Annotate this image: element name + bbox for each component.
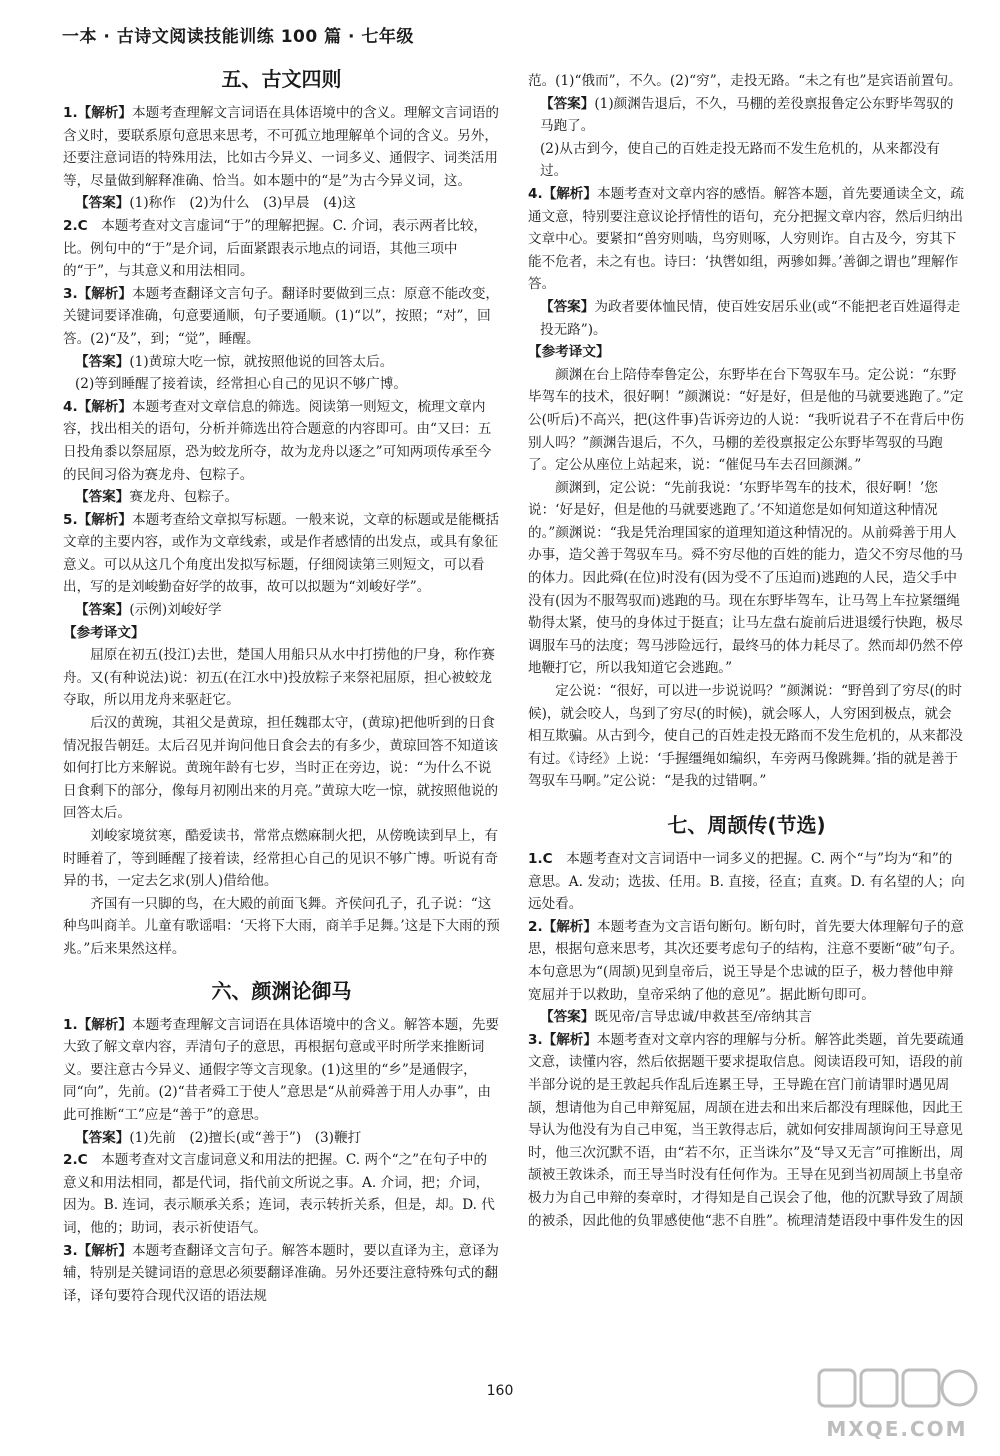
answer-4: 【答案】赛龙舟、包粽子。 [75,489,239,506]
question-3: 3.【解析】本题考查翻译文言句子。翻译时要做到三点：原意不能改变，关键词要译准确，句意要通顺，句子要通顺。(1)“以”，按照；“对”，回答。(2)“及”，到；“觉”，睡醒。 [63,285,500,347]
question-1: 1.C 本题考查对文言词语中一词多义的把握。C. 两个“与”均为“和”的意思。A. 发动；选拔、任用。B. 直接，径直；直爽。D. 有名望的人；向远处看。 [528,851,965,913]
answer-3: 【答案】(1)黄琼大吃一惊，就按照他说的回答太后。 [75,353,394,370]
section-title-7: 七、周颉传(节选) [667,813,826,837]
answer-1: 【答案】(1)先前 (2)擅长(或“善于”) (3)鞭打 [75,1129,362,1146]
answer-2: 【答案】既见帝/言导忠诚/申救甚至/帝纳其言 [540,1009,813,1026]
svg-text:MXQE.COM: MXQE.COM [826,1417,968,1441]
translation-para: 齐国有一只脚的鸟，在大殿的前面飞舞。齐侯问孔子，孔子说：“这种鸟叫商羊。儿童有歌谣唱：‘天将下大雨，商羊手足舞。’这是下大雨的预兆。”后来果然这样。 [63,895,500,957]
translation-para: 颜渊在台上陪侍奉鲁定公，东野毕在台下驾驭车马。定公说：“东野毕驾车的技术，很好啊！”颜渊说：“好是好，但是他的马就要逃跑了。”定公(听后)不高兴，把(这件事)告诉旁边的人说：“我听说君子不在背后中伤别人吗？”颜渊告退后，不久，马棚的差役禀报定公东野毕驾驭的马跑了。定公从座位上站起来，说：“催促马车去召回颜渊。” [528,366,964,474]
section-title-5: 五、古文四则 [221,67,342,91]
translation-para: 屈原在初五(投江)去世，楚国人用船只从水中打捞他的尸身，称作赛舟。又(有种说法)说：初五(在江水中)投放粽子来祭祀屈原，担心被蛟龙夺取，所以用龙舟来驱赶它。 [63,647,496,709]
translation-para: 后汉的黄琬，其祖父是黄琼，担任魏郡太守，(黄琼)把他听到的日食情况报告朝廷。太后召见并询问他日食会去的有多少，黄琼回答不知道该如何打比方来解说。黄琬年龄有七岁，当时正在旁边，说：“为什么不说日食剩下的部分，像每月初刚出来的月亮。”黄琼大吃一惊，就按照他说的回答太后。 [63,715,499,822]
answer-4: 【答案】为政者要体恤民情，使百姓安居乐业(或“不能把老百姓逼得走投无路”)。 [540,298,961,338]
continued-text: 范。(1)“俄而”，不久。(2)“穷”，走投无路。“未之有也”是宾语前置句。 [528,73,962,89]
question-4: 4.【解析】本题考查对文章内容的感悟。解答本题，首先要通读全文，疏通文意，特别要注意议论抒情性的语句，充分把握文章内容，然后归纳出文章中心。要紧扣“兽穷则啮，鸟穷则啄，人穷则诈。自古及今，穷其下能不危者，未之有也。诗曰：‘执辔如组，两骖如舞。’善御之谓也”理解作答。 [528,185,965,293]
translation-para: 颜渊到，定公说：“先前我说：‘东野毕驾车的技术，很好啊！’您说：‘好是好，但是他的马就要逃跑了。’不知道您是如何知道这种情况的。”颜渊说：“我是凭治理国家的道理知道这种情况的。从前舜善于用人办事，造父善于驾驭车马。舜不穷尽他的百姓的能力，造父不穷尽他的马的体力。因此舜(在位)时没有(因为受不了压迫而)逃跑的人民，造父手中没有(因为不服驾驭而)逃跑的马。现在东野毕驾车，让马驾上车拉紧缰绳勒得太紧，使马的身体过于挺直；让马左盘右旋前后进退缓行快跑，极尽调服车马的法度；驾马涉险远行，最终马的体力耗尽了。然而却仍然不停地鞭打它，所以我知道它会逃跑。” [528,479,963,677]
reference-translation-label: 【参考译文】 [528,344,610,361]
question-2: 2.C 本题考查对文言虚词“于”的理解把握。C. 介词，表示两者比较，比。例句中的“于”是介词，后面紧跟表示地点的词语，其他三项中的“于”，与其意义和用法相同。 [63,217,488,280]
answer-3b: (2)从古到今，使自己的百姓走投无路而不发生危机的，从来都没有过。 [540,140,940,180]
translation-para: 刘峻家境贫寒，酷爱读书，常常点燃麻制火把，从傍晚读到早上，有时睡着了，等到睡醒了接着读，经常担心自己的见识不够广博。听说有奇异的书，一定去乞求(别人)借给他。 [63,828,498,890]
translation-para: 定公说：“很好，可以进一步说说吗？”颜渊说：“野兽到了穷尽(的时候)，就会咬人，鸟到了穷尽(的时候)，就会啄人，人穷困到极点，就会相互欺骗。从古到今，使自己的百姓走投无路而不发生危机的，从来都没有过。《诗经》上说：‘手握缰绳如编织，车旁两马像跳舞。’指的就是善于驾驭车马啊。”定公说：“是我的过错啊。” [528,683,963,790]
answer-3: 【答案】(1)颜渊告退后，不久，马棚的差役禀报鲁定公东野毕驾驭的马跑了。 [540,95,954,135]
question-2: 2.【解析】本题考查为文言语句断句。断句时，首先要大体理解句子的意思，根据句意来思考，其次还要考虑句子的结构，注意不要断“破”句子。本句意思为“(周颉)见到皇帝后，说王导是个忠诚的臣子，极力替他申辩宽屈并于以救助，皇帝采纳了他的意见”。据此断句即可。 [528,918,965,1003]
answer-1: 【答案】(1)称作 (2)为什么 (3)早晨 (4)这 [75,195,356,212]
answer-3b: (2)等到睡醒了接着读，经常担心自己的见识不够广博。 [75,376,407,393]
question-3: 3.【解析】本题考查翻译文言句子。解答本题时，要以直译为主，意译为辅，特别是关键词语的意思必须要翻译准确。另外还要注意特殊句式的翻译，译句要符合现代汉语的语法规 [63,1242,500,1304]
section-title-6: 六、颜渊论御马 [211,978,352,1003]
running-header: 一本 · 古诗文阅读技能训练 100 篇 · 七年级 [62,27,414,47]
question-1: 1.【解析】本题考查理解文言词语在具体语境中的含义。理解文言词语的含义时，要联系原句意思来思考，不可孤立地理解单个词的含义。另外，还要注意词语的特殊用法，比如古今异义、一词多义、通假字、词类活用等，尽量做到解释准确、恰当。如本题中的“是”为古今异义词，这。 [63,105,500,189]
page-number: 160 [486,1383,514,1399]
right-column [528,70,965,1232]
question-4: 4.【解析】本题考查对文章信息的筛选。阅读第一则短文，梳理文章内容，找出相关的语句，分析并筛选出符合题意的内容即可。由“又曰：五日投角黍以祭屈原，恐为蛟龙所夺，故为龙舟以逐之”可知两项传承至今的民间习俗为赛龙舟、包粽子。 [63,398,492,483]
left-column [63,55,500,1307]
question-1: 1.【解析】本题考查理解文言词语在具体语境中的含义。解答本题，先要大致了解文章内容，弄清句子的意思，再根据句意或平时所学来推断词义。要注意古今异义、通假字等文言现象。(1)这里的“乡”是通假字，同“向”，先前。(2)“昔者舜工于使人”意思是“从前舜善于用人办事”，由此可推断“工”应是“善于”的意思。 [63,1016,500,1123]
answer-5: 【答案】(示例)刘峻好学 [75,602,222,619]
question-5: 5.【解析】本题考查给文章拟写标题。一般来说，文章的标题或是能概括文章的主要内容，或作为文章线索，或是作者感情的出发点，或具有象征意义。可以从这几个角度出发拟写标题，仔细阅读第三则短文，可以看出，写的是刘峻勤奋好学的故事，故可以拟题为“刘峻好学”。 [63,511,500,596]
reference-translation-label: 【参考译文】 [63,624,145,641]
question-2: 2.C 本题考查对文言虚词意义和用法的把握。C. 两个“之”在句子中的意义和用法相同，都是代词，指代前文所说之事。A. 介词，把；介词，因为。B. 连词，表示顺承关系；连词，表示转折关系，但是，却。D. 代词，他的；助词，表示祈使语气。 [63,1152,495,1236]
question-3: 3.【解析】本题考查对文章内容的理解与分析。解答此类题，首先要疏通文意，读懂内容，然后依据题干要求提取信息。阅读语段可知，语段的前半部分说的是王敦起兵作乱后连累王导，王导跪在宫门前请罪时遇见周颉，想请他为自己申辩冤屈，周颉在进去和出来后都没有理睬他，因此王导认为他没有为自己申冤，当王敦得志后，就如何安排周颉询问王导意见时，他三次沉默不语，由“若不尔，正当诛尔”及“导又无言”可推断出，周颉被王敦诛杀，而王导当时没有任何作为。王导在见到当初周颉上书皇帝极力为自己申辩的奏章时，才得知是自己误会了他，他的沉默导致了周颉的被杀，因此他的负罪感使他“悲不自胜”。梳理清楚语段中事件发生的因 [528,1031,965,1229]
watermark-logo-icon [815,1366,980,1444]
